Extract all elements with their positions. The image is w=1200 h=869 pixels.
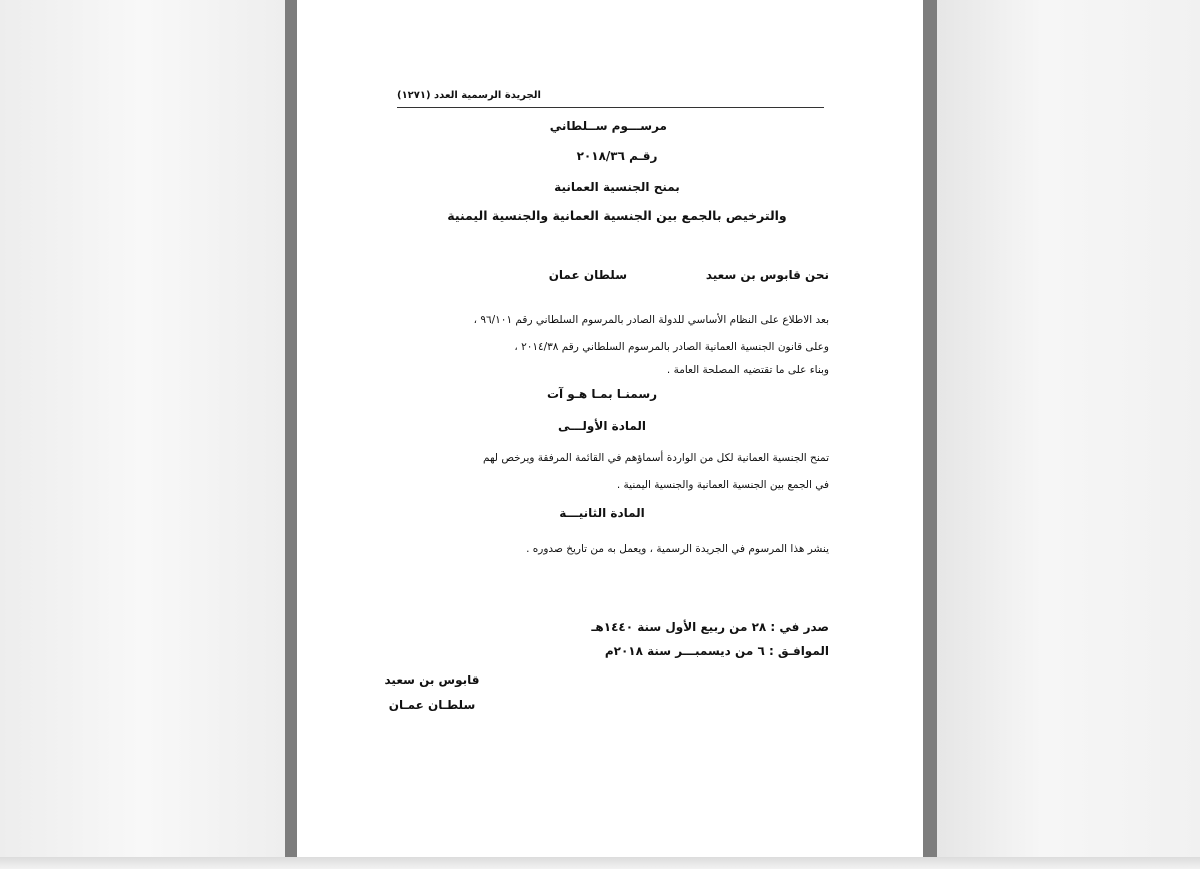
signature-name: قابوس بن سعيد bbox=[384, 673, 480, 687]
background-left bbox=[0, 0, 285, 869]
sovereign-title: سلطان عمان bbox=[548, 268, 627, 282]
article1-line-1: تمنح الجنسية العمانية لكل من الواردة أسماؤهم في القائمة المرفقة ويرخص لهم bbox=[482, 452, 829, 464]
article2-text: ينشر هذا المرسوم في الجريدة الرسمية ، ويعمل به من تاريخ صدوره . bbox=[526, 543, 829, 555]
header-rule bbox=[397, 107, 824, 108]
bottom-strip bbox=[0, 857, 1200, 869]
preamble-line-1: بعد الاطلاع على النظام الأساسي للدولة الصادر بالمرسوم السلطاني رقم ٩٦/١٠١ ، bbox=[473, 314, 829, 326]
decree-subject-line1: بمنح الجنسية العمانية bbox=[554, 180, 680, 194]
signature-title: سلطـان عمـان bbox=[388, 698, 476, 712]
article1-title: المادة الأولـــى bbox=[557, 419, 647, 433]
sovereign-name: نحن قابوس بن سعيد bbox=[705, 268, 829, 282]
decree-subject-line2: والترخيص بالجمع بين الجنسية العمانية والجنسية اليمنية bbox=[447, 208, 787, 223]
issued-hijri: صدر في : ٢٨ من ربيع الأول سنة ١٤٤٠هـ bbox=[591, 620, 829, 634]
decree-number: رقـم ٢٠١٨/٣٦ bbox=[576, 149, 658, 163]
decision-line: رسمنـا بمـا هـو آت bbox=[546, 387, 658, 401]
preamble-line-3: وبناء على ما تقتضيه المصلحة العامة . bbox=[666, 364, 829, 376]
decree-title: مرســـوم ســلطاني bbox=[549, 119, 667, 133]
issued-gregorian: الموافـق : ٦ من ديسمبـــر سنة ٢٠١٨م bbox=[604, 644, 829, 658]
gazette-header: الجريدة الرسمية العدد (١٢٧١) bbox=[397, 90, 541, 101]
article2-title: المادة الثانيـــة bbox=[559, 506, 645, 520]
background-right bbox=[937, 0, 1200, 869]
article1-line-2: في الجمع بين الجنسية العمانية والجنسية اليمنية . bbox=[616, 479, 829, 491]
preamble-line-2: وعلى قانون الجنسية العمانية الصادر بالمرسوم السلطاني رقم ٢٠١٤/٣٨ ، bbox=[514, 341, 829, 353]
document-page bbox=[297, 0, 923, 857]
